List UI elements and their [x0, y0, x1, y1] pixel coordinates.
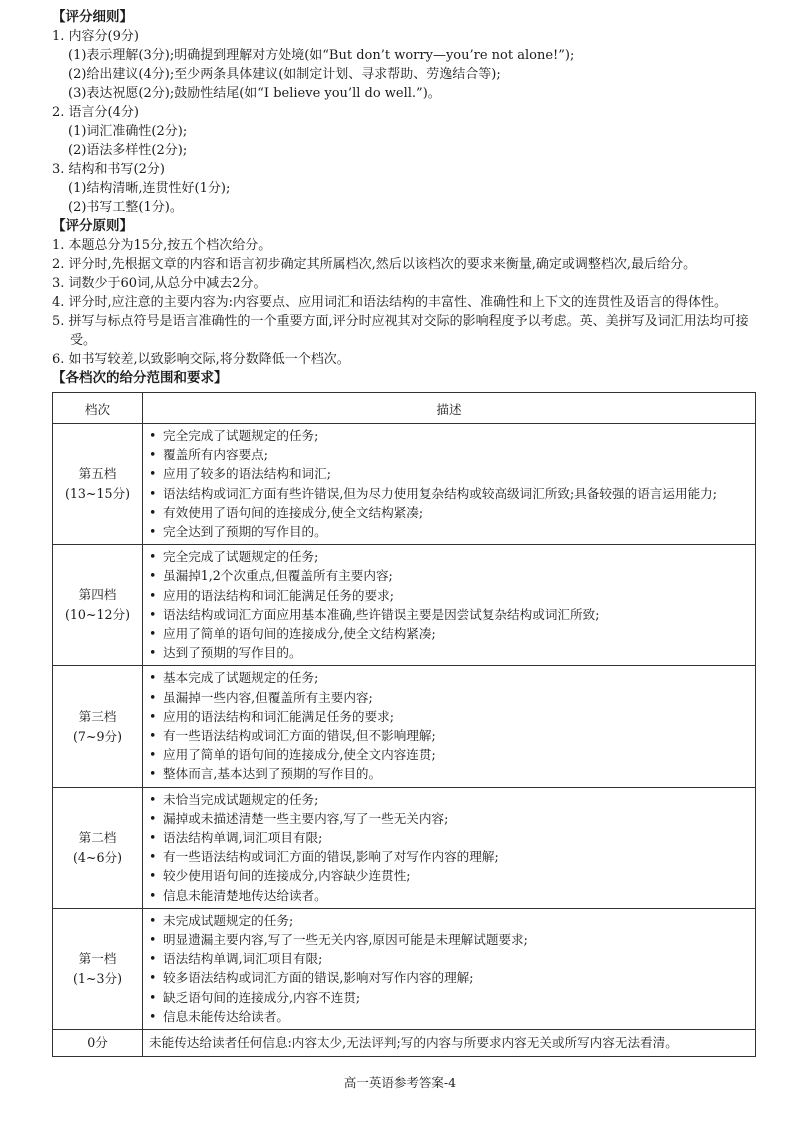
grade-row: [53, 545, 756, 666]
grade-row: [53, 787, 756, 908]
grade-row: [53, 424, 756, 545]
zero-description-cell: 未能传达给读者任何信息:内容太少,无法评判;写的内容与所要求内容无关或所写内容无法看清。: [143, 1030, 756, 1057]
grade-requirement: • 有一些语法结构或词汇方面的错误,影响了对写作内容的理解;: [149, 847, 749, 866]
grade-level-name: 第三档: [78, 708, 117, 724]
grade-level-name: 第五档: [78, 466, 117, 482]
zero-level-cell: 0分: [53, 1030, 143, 1057]
zero-grade-row: [53, 1030, 756, 1057]
grade-level-range: (4~6分): [73, 849, 122, 865]
language-score-title: 2. 语言分(4分): [52, 105, 139, 120]
structure-score-item: (2)书写工整(1分)。: [68, 200, 183, 215]
content-score-item: (2)给出建议(4分);至少两条具体建议(如制定计划、寻求帮助、劳逸结合等);: [68, 67, 501, 82]
description-column-header: 描述: [143, 393, 756, 424]
grade-table: [52, 392, 756, 1057]
grade-description-cell: [143, 424, 756, 545]
grade-level-range: (13~15分): [64, 486, 131, 502]
grade-requirement: • 有一些语法结构或词汇方面的错误,但不影响理解;: [149, 726, 749, 745]
grade-requirement: • 缺乏语句间的连接成分,内容不连贯;: [149, 988, 749, 1007]
grade-requirement: • 完全完成了试题规定的任务;: [149, 547, 749, 566]
principle-item: 5. 拼写与标点符号是语言准确性的一个重要方面,评分时应视其对交际的影响程度予以考虑。英、美拼写及词汇用法均可接受。: [52, 314, 749, 348]
principle-item: 1. 本题总分为15分,按五个档次给分。: [52, 238, 272, 253]
grade-level-range: (1~3分): [73, 970, 122, 986]
content-score-title: 1. 内容分(9分): [52, 29, 139, 44]
grade-requirement: • 整体而言,基本达到了预期的写作目的。: [149, 764, 749, 783]
grade-description-cell: [143, 787, 756, 908]
structure-score-title: 3. 结构和书写(2分): [52, 162, 165, 177]
grade-requirement: • 完全达到了预期的写作目的。: [149, 522, 749, 541]
content-score-item: (1)表示理解(3分);明确提到理解对方处境(如“But don’t worry—you’re not alone!”);: [68, 48, 575, 63]
grade-requirement: • 较少使用语句间的连接成分,内容缺少连贯性;: [149, 866, 749, 885]
grade-requirement: • 虽漏掉一些内容,但覆盖所有主要内容;: [149, 688, 749, 707]
content-score-item: (3)表达祝愿(2分);鼓励性结尾(如“I believe you’ll do well.”)。: [68, 86, 441, 101]
language-score-item: (1)词汇准确性(2分);: [68, 124, 188, 139]
grade-level-cell: [53, 424, 143, 545]
grade-level-name: 第四档: [78, 587, 117, 603]
grade-row: [53, 908, 756, 1029]
grade-requirement: • 信息未能传达给读者。: [149, 1007, 749, 1026]
grade-table-heading: 【各档次的给分范围和要求】: [52, 370, 228, 386]
scoring-principles-section: [52, 217, 757, 369]
grade-requirement: • 语法结构单调,词汇项目有限;: [149, 828, 749, 847]
grade-requirement: • 未完成试题规定的任务;: [149, 911, 749, 930]
grade-level-cell: [53, 908, 143, 1029]
grade-requirement: • 达到了预期的写作目的。: [149, 643, 749, 662]
grade-requirement: • 应用了简单的语句间的连接成分,使全文内容连贯;: [149, 745, 749, 764]
level-column-header: 档次: [53, 393, 143, 424]
grade-level-range: (10~12分): [64, 607, 131, 623]
grade-requirement: • 较多语法结构或词汇方面的错误,影响对写作内容的理解;: [149, 968, 749, 987]
grade-requirement: • 语法结构单调,词汇项目有限;: [149, 949, 749, 968]
principle-item: 6. 如书写较差,以致影响交际,将分数降低一个档次。: [52, 352, 350, 367]
table-header-row: [53, 393, 756, 424]
grade-requirement: • 漏掉或未描述清楚一些主要内容,写了一些无关内容;: [149, 809, 749, 828]
grade-level-cell: [53, 787, 143, 908]
scoring-details-heading: 【评分细则】: [52, 9, 133, 25]
grade-level-cell: [53, 545, 143, 666]
grade-requirement: • 应用的语法结构和词汇能满足任务的要求;: [149, 586, 749, 605]
grade-requirement: • 有效使用了语句间的连接成分,使全文结构紧凑;: [149, 503, 749, 522]
grade-requirement: • 应用的语法结构和词汇能满足任务的要求;: [149, 707, 749, 726]
scoring-principles-heading: 【评分原则】: [52, 218, 133, 234]
grade-table-section: [52, 369, 757, 1057]
principle-item: 3. 词数少于60词,从总分中减去2分。: [52, 276, 267, 291]
grade-row: [53, 666, 756, 787]
grade-level-name: 第一档: [78, 950, 117, 966]
grade-description-cell: [143, 908, 756, 1029]
language-score-item: (2)语法多样性(2分);: [68, 143, 188, 158]
grade-requirement: • 覆盖所有内容要点;: [149, 445, 749, 464]
page-footer: 高一英语参考答案-4: [343, 1075, 457, 1090]
grade-requirement: • 虽漏掉1,2个次重点,但覆盖所有主要内容;: [149, 566, 749, 585]
scoring-details-section: [52, 8, 757, 217]
grade-level-cell: [53, 666, 143, 787]
grade-level-name: 第二档: [78, 829, 117, 845]
grade-requirement: • 完全完成了试题规定的任务;: [149, 426, 749, 445]
answer-key-page: [52, 8, 757, 1057]
grade-requirement: • 信息未能清楚地传达给读者。: [149, 886, 749, 905]
grade-requirement: • 应用了简单的语句间的连接成分,使全文结构紧凑;: [149, 624, 749, 643]
principle-item: 4. 评分时,应注意的主要内容为:内容要点、应用词汇和语法结构的丰富性、准确性和上下文的连贯性及语言的得体性。: [52, 295, 728, 310]
grade-level-range: (7~9分): [73, 728, 122, 744]
grade-requirement: • 语法结构或词汇方面有些许错误,但为尽力使用复杂结构或较高级词汇所致;具备较强的语言运用能力;: [149, 484, 749, 503]
structure-score-item: (1)结构清晰,连贯性好(1分);: [68, 181, 231, 196]
principle-item: 2. 评分时,先根据文章的内容和语言初步确定其所属档次,然后以该档次的要求来衡量,确定或调整档次,最后给分。: [52, 257, 697, 272]
grade-requirement: • 基本完成了试题规定的任务;: [149, 668, 749, 687]
grade-description-cell: [143, 666, 756, 787]
grade-requirement: • 应用了较多的语法结构和词汇;: [149, 464, 749, 483]
grade-description-cell: [143, 545, 756, 666]
grade-requirement: • 语法结构或词汇方面应用基本准确,些许错误主要是因尝试复杂结构或词汇所致;: [149, 605, 749, 624]
grade-requirement: • 明显遗漏主要内容,写了一些无关内容,原因可能是未理解试题要求;: [149, 930, 749, 949]
grade-requirement: • 未恰当完成试题规定的任务;: [149, 790, 749, 809]
